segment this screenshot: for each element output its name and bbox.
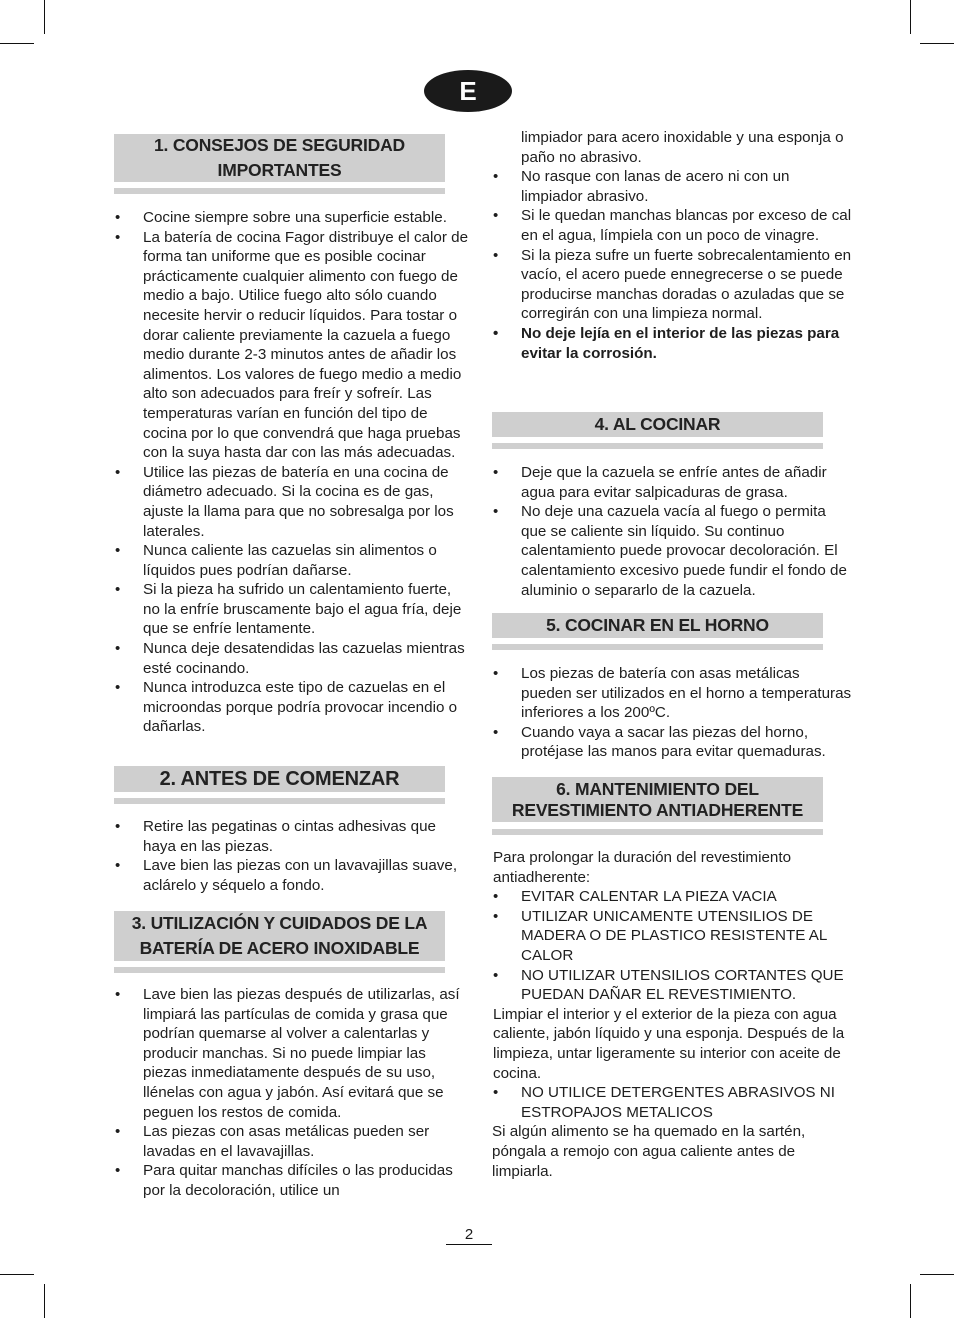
section-6-rule: [492, 829, 823, 835]
section-4-list: [492, 463, 854, 600]
section-6-middle: Limpiar el interior y el exterior de la pieza con agua caliente, jabón líquido y una esponja. Después de la limpieza, untar ligeramente su interior con aceite de cocina.: [493, 1005, 845, 1082]
list-item: • Para quitar manchas difíciles o las producidas por la decoloración, utilice un: [114, 1161, 470, 1200]
list-item: • Si la pieza ha sufrido un calentamiento fuerte, no la enfríe bruscamente bajo el agua fría, deje que se enfríe lentamente.: [114, 580, 470, 639]
section-1-title: 1. CONSEJOS DE SEGURIDAD IMPORTANTES: [114, 134, 445, 182]
section-3-title: 3. UTILIZACIÓN Y CUIDADOS DE LA BATERÍA DE ACERO INOXIDABLE: [114, 911, 445, 961]
list-item-continuation: limpiador para acero inoxidable y una esponja o paño no abrasivo.: [521, 129, 844, 166]
section-5-body: [492, 664, 854, 762]
list-item: • Los piezas de batería con asas metálicas pueden ser utilizados en el horno a temperaturas inferiores a los 200ºC.: [492, 664, 854, 723]
list-item: • Las piezas con asas metálicas pueden ser lavadas en el lavavajillas.: [114, 1122, 470, 1161]
list-item: • UTILIZAR UNICAMENTE UTENSILIOS DE MADERA O DE PLASTICO RESISTENTE AL CALOR: [492, 907, 854, 966]
section-6-outro: Si algún alimento se ha quemado en la sartén, póngala a remojo con agua caliente antes de limpiarla.: [492, 1123, 806, 1180]
warning-item: • No deje lejía en el interior de las piezas para evitar la corrosión.: [492, 324, 854, 363]
section-6-list: [492, 887, 854, 1005]
crop-mark: [920, 43, 954, 44]
list-item: • Si le quedan manchas blancas por exceso de cal en el agua, límpiela con un poco de vinagre.: [492, 206, 854, 245]
list-item: • No deje una cazuela vacía al fuego o permita que se caliente sin líquido. Su continuo calentamiento puede provocar decoloración. El calentamiento excesivo puede fundir el fondo de aluminio o separarlo de la cazuela.: [492, 502, 854, 600]
list-item: • Utilice las piezas de batería en una cocina de diámetro adecuado. Si la cocina es de gas, ajuste la llama para que no sobresalga por los laterales.: [114, 463, 470, 541]
list-item: • Si la pieza sufre un fuerte sobrecalentamiento en vacío, el acero puede ennegrecerse o se puede producirse manchas doradas o azuladas que se corregirán con una limpieza normal.: [492, 246, 854, 324]
list-item: • Nunca caliente las cazuelas sin alimentos o líquidos pues podrían dañarse.: [114, 541, 470, 580]
list-item: • Deje que la cazuela se enfríe antes de añadir agua para evitar salpicaduras de grasa.: [492, 463, 854, 502]
section-5-rule: [492, 644, 823, 650]
list-item: • Nunca deje desatendidas las cazuelas mientras esté cocinando.: [114, 639, 470, 678]
list-item: • Cuando vaya a sacar las piezas del horno, protéjase las manos para evitar quemaduras.: [492, 723, 854, 762]
language-badge: E: [424, 70, 512, 112]
crop-mark: [920, 1274, 954, 1275]
section-5-list: [492, 664, 854, 762]
crop-mark: [910, 1284, 911, 1318]
section-6-list-2: [492, 1083, 854, 1122]
crop-mark: [0, 43, 34, 44]
list-item: • Retire las pegatinas o cintas adhesivas que haya en las piezas.: [114, 817, 470, 856]
section-4-rule: [492, 443, 823, 449]
list-item: • No rasque con lanas de acero ni con un limpiador abrasivo.: [492, 167, 854, 206]
page-number-rule: [446, 1244, 492, 1245]
list-item: • Cocine siempre sobre una superficie estable.: [114, 208, 470, 228]
list-item: • NO UTILIZAR UTENSILIOS CORTANTES QUE PUEDAN DAÑAR EL REVESTIMIENTO.: [492, 966, 854, 1005]
section-4-body: [492, 463, 854, 600]
section-2-body: [114, 817, 470, 895]
section-6-body: [492, 848, 854, 1181]
section-4-title: 4. AL COCINAR: [492, 412, 823, 437]
list-item: • La batería de cocina Fagor distribuye el calor de forma tan uniforme que es posible cocinar prácticamente cualquier alimento con fuego de medio a bajo. Utilice fuego alto sólo cuando necesite hervir o reducir líquidos. Para tostar o dorar caliente previamente la cazuela a fuego medio durante 2-3 minutos antes de añadir los alimentos. Los valores de fuego medio a medio alto son adecuados para freír y sofreír. Las temperaturas varían en función del tipo de cocina por lo que convendrá que haga pruebas con la suya hasta dar con las más adecuadas.: [114, 228, 470, 463]
section-3-rule: [114, 967, 445, 973]
section-1-rule: [114, 188, 445, 194]
section-2-list: [114, 817, 470, 895]
list-item: • NO UTILICE DETERGENTES ABRASIVOS NI ESTROPAJOS METALICOS: [492, 1083, 854, 1122]
crop-mark: [910, 0, 911, 34]
list-item: • Nunca introduzca este tipo de cazuelas en el microondas porque podría provocar incendio o dañarlas.: [114, 678, 470, 737]
section-5-title: 5. COCINAR EN EL HORNO: [492, 613, 823, 638]
section-3-body-left: [114, 985, 470, 1201]
list-item: • EVITAR CALENTAR LA PIEZA VACIA: [492, 887, 854, 907]
section-2-rule: [114, 798, 445, 804]
section-1-list: [114, 208, 470, 737]
list-item: • Lave bien las piezas después de utilizarlas, así limpiará las partículas de comida y grasa que podrían quemarse al volver a calentarlas y producir manchas. Si no puede limpiar las piezas inmediatamente después de su uso, llénelas con agua y jabón. Así evitará que se peguen los restos de comida.: [114, 985, 470, 1122]
crop-mark: [0, 1274, 34, 1275]
list-item: • Lave bien las piezas con un lavavajillas suave, aclárelo y séquelo a fondo.: [114, 856, 470, 895]
section-3-list-left: [114, 985, 470, 1201]
section-1-body: [114, 208, 470, 737]
section-3-body-right: [492, 128, 854, 363]
crop-mark: [44, 1284, 45, 1318]
crop-mark: [44, 0, 45, 34]
section-6-title: 6. MANTENIMIENTO DEL REVESTIMIENTO ANTIADHERENTE: [492, 777, 823, 822]
section-2-title: 2. ANTES DE COMENZAR: [114, 766, 445, 792]
section-3-list-right: [492, 128, 854, 363]
section-6-intro: Para prolongar la duración del revestimiento antiadherente:: [493, 849, 792, 886]
page-number: 2: [464, 1226, 474, 1243]
